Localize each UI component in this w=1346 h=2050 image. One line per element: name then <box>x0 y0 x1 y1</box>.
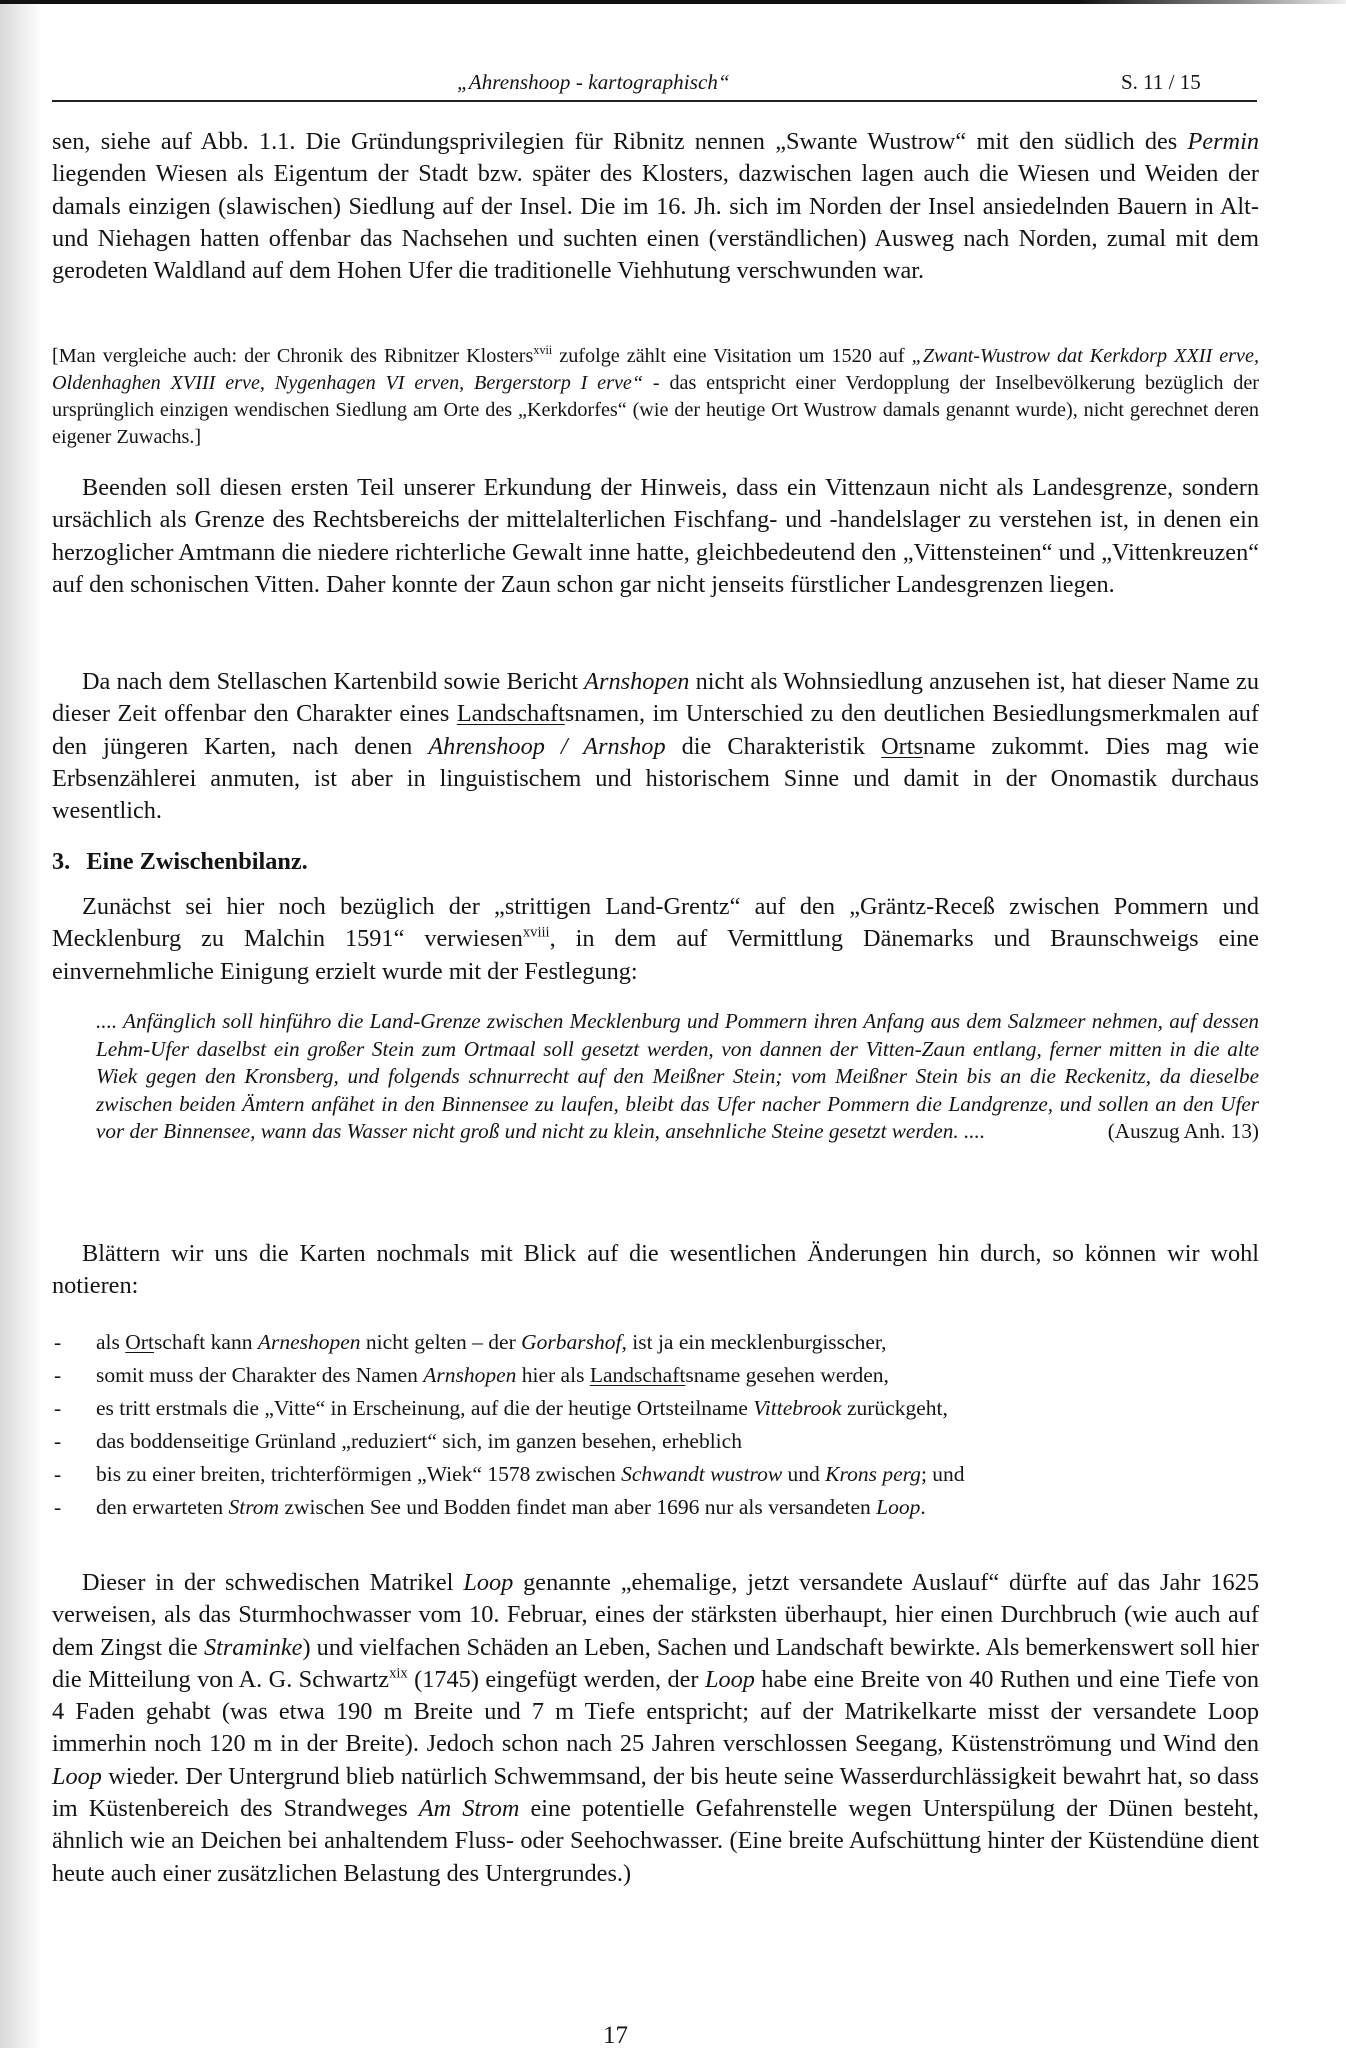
italic-text: „Zwant-Wustrow dat Kerkdorp XXII erve, Oldenhaghen XVIII erve, Nygenhagen VI erven, Bergerstorp I erve“ <box>52 345 1260 394</box>
section-heading <box>52 848 308 876</box>
list-item <box>52 1392 1259 1425</box>
footnote-marker: xvii <box>533 343 553 358</box>
underlined-text: Ort <box>125 1330 154 1354</box>
text-run: sname gesehen werden, <box>685 1363 889 1387</box>
paragraph-gruendungsprivilegien <box>52 126 1259 287</box>
paragraph-arnshopen <box>52 666 1259 827</box>
text-run: sen, siehe auf Abb. 1.1. Die Gründungsprivilegien für Ribnitz nennen „Swante Wustrow“ mit den südlich des <box>52 128 1188 155</box>
italic-text: Gorbarshof <box>521 1330 622 1354</box>
text-run: zufolge zählt eine Visitation um 1520 auf <box>552 345 912 367</box>
text-run: Da nach dem Stellaschen Kartenbild sowie Bericht <box>82 668 585 695</box>
italic-text: Loop <box>704 1665 755 1693</box>
text-run: schaft kann <box>153 1330 258 1354</box>
text-run: . <box>920 1495 926 1519</box>
italic-text: Arnshopen <box>584 668 690 695</box>
observations-list <box>52 1326 1259 1524</box>
text-run: zwischen See und Bodden findet man aber 1696 nur als versandeten <box>279 1495 877 1519</box>
text-run: somit muss der Charakter des Namen <box>96 1363 424 1387</box>
text-run: nicht gelten – der <box>360 1330 522 1354</box>
running-header <box>52 68 1257 102</box>
block-quote <box>96 1008 1259 1146</box>
footnote-marker: xix <box>389 1665 408 1682</box>
list-item <box>52 1458 1259 1491</box>
list-item <box>52 1425 1259 1458</box>
text-run: bis zu einer breiten, trichterförmigen „Wiek“ 1578 zwischen <box>96 1462 622 1486</box>
text-run: die Charakteristik <box>665 732 882 760</box>
text-run: den erwarteten <box>96 1495 229 1519</box>
text-run: - das entspricht einer Verdopplung der Inselbevölkerung bezüglich der ursprünglich einzigen wendischen Siedlung am Orte des „Kerkdorfes“ (wie der heutige Ort Wustrow damals genannt wurde), nicht gerechnet deren eigener Zuwachs.] <box>52 372 1259 448</box>
text-run: , ist ja ein mecklenburgisscher, <box>621 1330 887 1354</box>
paragraph-graentz-recess <box>52 891 1259 988</box>
text-run: habe eine Breite von 40 Ruthen und eine Tiefe von 4 Faden gehabt (was etwa 190 m Breite und 7 m Tiefe entspricht; auf der Matrikelkarte misst der versandete Loop immerhin noch 120 m in der Breite). Jedoch schon nach 25 Jahren verschlossen Seegang, Küstenströmung und Wind den <box>52 1665 1259 1758</box>
italic-text: Permin <box>1187 128 1259 155</box>
text-run: snamen, im Unterschied zu den deutlichen Besiedlungsmerkmalen auf den jüngeren Karten, nach denen <box>52 700 1259 760</box>
italic-text: Loop <box>52 1762 102 1790</box>
underlined-text: Landschaft <box>456 700 565 728</box>
list-bullet: - <box>54 1363 62 1387</box>
text-run: als <box>96 1330 126 1354</box>
text-run: name zukommt. Dies mag wie Erbsenzählerei anmuten, ist aber in linguistischem und historischem Sinne und damit in der Onomastik durchaus wesentlich. <box>52 732 1259 825</box>
list-bullet: - <box>54 1495 62 1519</box>
text-run: Blättern wir uns die Karten nochmals mit Blick auf die wesentlichen Änderungen hin durch, so können wir wohl notieren: <box>52 1240 1259 1300</box>
list-item <box>52 1491 1259 1524</box>
page-number: 17 <box>603 2022 628 2049</box>
italic-text: Straminke <box>203 1633 303 1661</box>
text-run: nicht als Wohnsiedlung anzusehen ist, hat dieser Name zu dieser Zeit offenbar den Charakter eines <box>52 668 1259 728</box>
italic-text: Vittebrook <box>753 1396 842 1420</box>
text-run: das boddenseitige Grünland „reduziert“ sich, im ganzen besehen, erheblich <box>96 1429 742 1453</box>
paragraph-vittenzaun <box>52 472 1259 601</box>
italic-text: Krons perg <box>825 1462 921 1486</box>
quote-text: .... Anfänglich soll hinführo die Land-Grenze zwischen Mecklenburg und Pommern ihren Anfang aus dem Salzmeer nehmen, auf dessen Lehm-Ufer daselbst ein großer Stein zum Ortmaal soll gesetzt werden, von dannen der Vitten-Zaun entlang, ferner mitten in die alte Wiek gegen den Kronsberg, und folgends schnurrecht auf den Meißner Stein; vom Meißner Stein bis an die Reckenitz, da dieselbe zwischen beiden Ämtern anfähet in den Binnensee zu laufen, bleibt das Ufer nacher Pommern die Landgrenze, und sollen an den Ufer vor der Binnensee, wann das Wasser nicht groß und nicht zu klein, ansehnliche Steine gesetzt werden. .... <box>96 1009 1259 1144</box>
header-page-reference: S. 11 / 15 <box>1121 70 1201 94</box>
text-run: eine potentielle Gefahrenstelle wegen Unterspülung der Dünen besteht, ähnlich wie an Deichen bei anhaltendem Fluss- oder Seehochwasser. (Eine breite Aufschüttung hinter der Küstendüne dient heute auch einer zusätzlichen Belastung des Untergrundes.) <box>52 1795 1259 1887</box>
text-run: Zunächst sei hier noch bezüglich der „strittigen Land-Grentz“ auf den „Gräntz-Receß zwischen Pommern und Mecklenburg zu Malchin 1591“ verwiesen <box>52 893 1259 953</box>
quote-source: (Auszug Anh. 13) <box>1107 1119 1259 1144</box>
italic-text: Arnshopen <box>423 1363 517 1387</box>
text-run: und <box>782 1462 826 1486</box>
italic-text: Loop <box>876 1495 921 1519</box>
text-run: Dieser in der schwedischen Matrikel <box>82 1569 464 1596</box>
list-bullet: - <box>54 1462 62 1486</box>
text-run: hier als <box>516 1363 590 1387</box>
text-run: [Man vergleiche auch: der Chronik des Ribnitzer Klosters <box>52 345 534 367</box>
underlined-text: Orts <box>881 732 923 760</box>
italic-text: Arneshopen <box>257 1330 361 1354</box>
list-bullet: - <box>54 1429 62 1453</box>
text-run: zurückgeht, <box>841 1396 948 1420</box>
section-number: 3. <box>52 848 71 875</box>
text-run: ) und vielfachen Schäden an Leben, Sachen und Landschaft bewirkte. Als bemerkenswert soll hier die Mitteilung von A. G. Schwartz <box>52 1633 1259 1693</box>
text-run: liegenden Wiesen als Eigentum der Stadt bzw. später des Klosters, dazwischen lagen auch die Wiesen und Weiden der damals einzigen (slawischen) Siedlung auf der Insel. Die im 16. Jh. sich im Norden der Insel ansiedelnden Bauern in Alt- und Niehagen hatten offenbar das Nachsehen und suchten einen (verständlichen) Ausweg nach Norden, zumal mit dem gerodeten Waldland auf dem Hohen Ufer die traditionelle Viehhutung verschwunden war. <box>52 160 1259 285</box>
italic-text: Loop <box>463 1569 514 1596</box>
text-run: ; und <box>920 1462 965 1486</box>
section-title: Eine Zwischenbilanz. <box>86 848 308 875</box>
footnote-marker: xviii <box>522 924 550 941</box>
italic-text: Schwandt wustrow <box>621 1462 783 1486</box>
paragraph-blaettern <box>52 1238 1259 1303</box>
paragraph-chronik-note <box>52 343 1259 451</box>
italic-text: Ahrenshoop / Arnshop <box>428 732 666 760</box>
text-run: wieder. Der Untergrund blieb natürlich Schwemmsand, der bis heute seine Wasserdurchlässigkeit bewahrt hat, so dass im Küstenbereich des Strandweges <box>52 1762 1259 1823</box>
list-bullet: - <box>54 1396 62 1420</box>
list-item <box>52 1359 1259 1392</box>
list-item <box>52 1326 1259 1359</box>
text-run: , in dem auf Vermittlung Dänemarks und Braunschweigs eine einvernehmliche Einigung erzielt wurde mit der Festlegung: <box>52 925 1260 985</box>
paragraph-loop <box>52 1567 1259 1890</box>
text-run: genannte „ehemalige, jetzt versandete Auslauf“ dürfte auf das Jahr 1625 verweisen, als das Sturmhochwasser vom 10. Februar, eines der stärksten überhaupt, hier einen Durchbruch (wie auch auf dem Zingst die <box>52 1569 1259 1661</box>
text-run: (1745) eingefügt werden, der <box>407 1665 705 1693</box>
header-title: „Ahrenshoop - kartographisch“ <box>457 70 730 94</box>
text-run: es tritt erstmals die „Vitte“ in Erscheinung, auf die der heutige Ortsteilname <box>96 1396 754 1420</box>
italic-text: Am Strom <box>418 1795 520 1823</box>
list-bullet: - <box>54 1330 62 1354</box>
text-run: Beenden soll diesen ersten Teil unserer Erkundung der Hinweis, dass ein Vittenzaun nicht als Landesgrenze, sondern ursächlich als Grenze des Rechtsbereichs der mittelalterlichen Fischfang- und -handelslager zu verstehen ist, in denen ein herzoglicher Amtmann die niedere richterliche Gewalt inne hatte, gleichbedeutend den „Vittensteinen“ und „Vittenkreuzen“ auf den schonischen Vitten. Daher konnte der Zaun schon gar nicht jenseits fürstlicher Landesgrenzen liegen. <box>52 474 1259 598</box>
underlined-text: Landschaft <box>589 1363 686 1387</box>
italic-text: Strom <box>228 1495 280 1519</box>
